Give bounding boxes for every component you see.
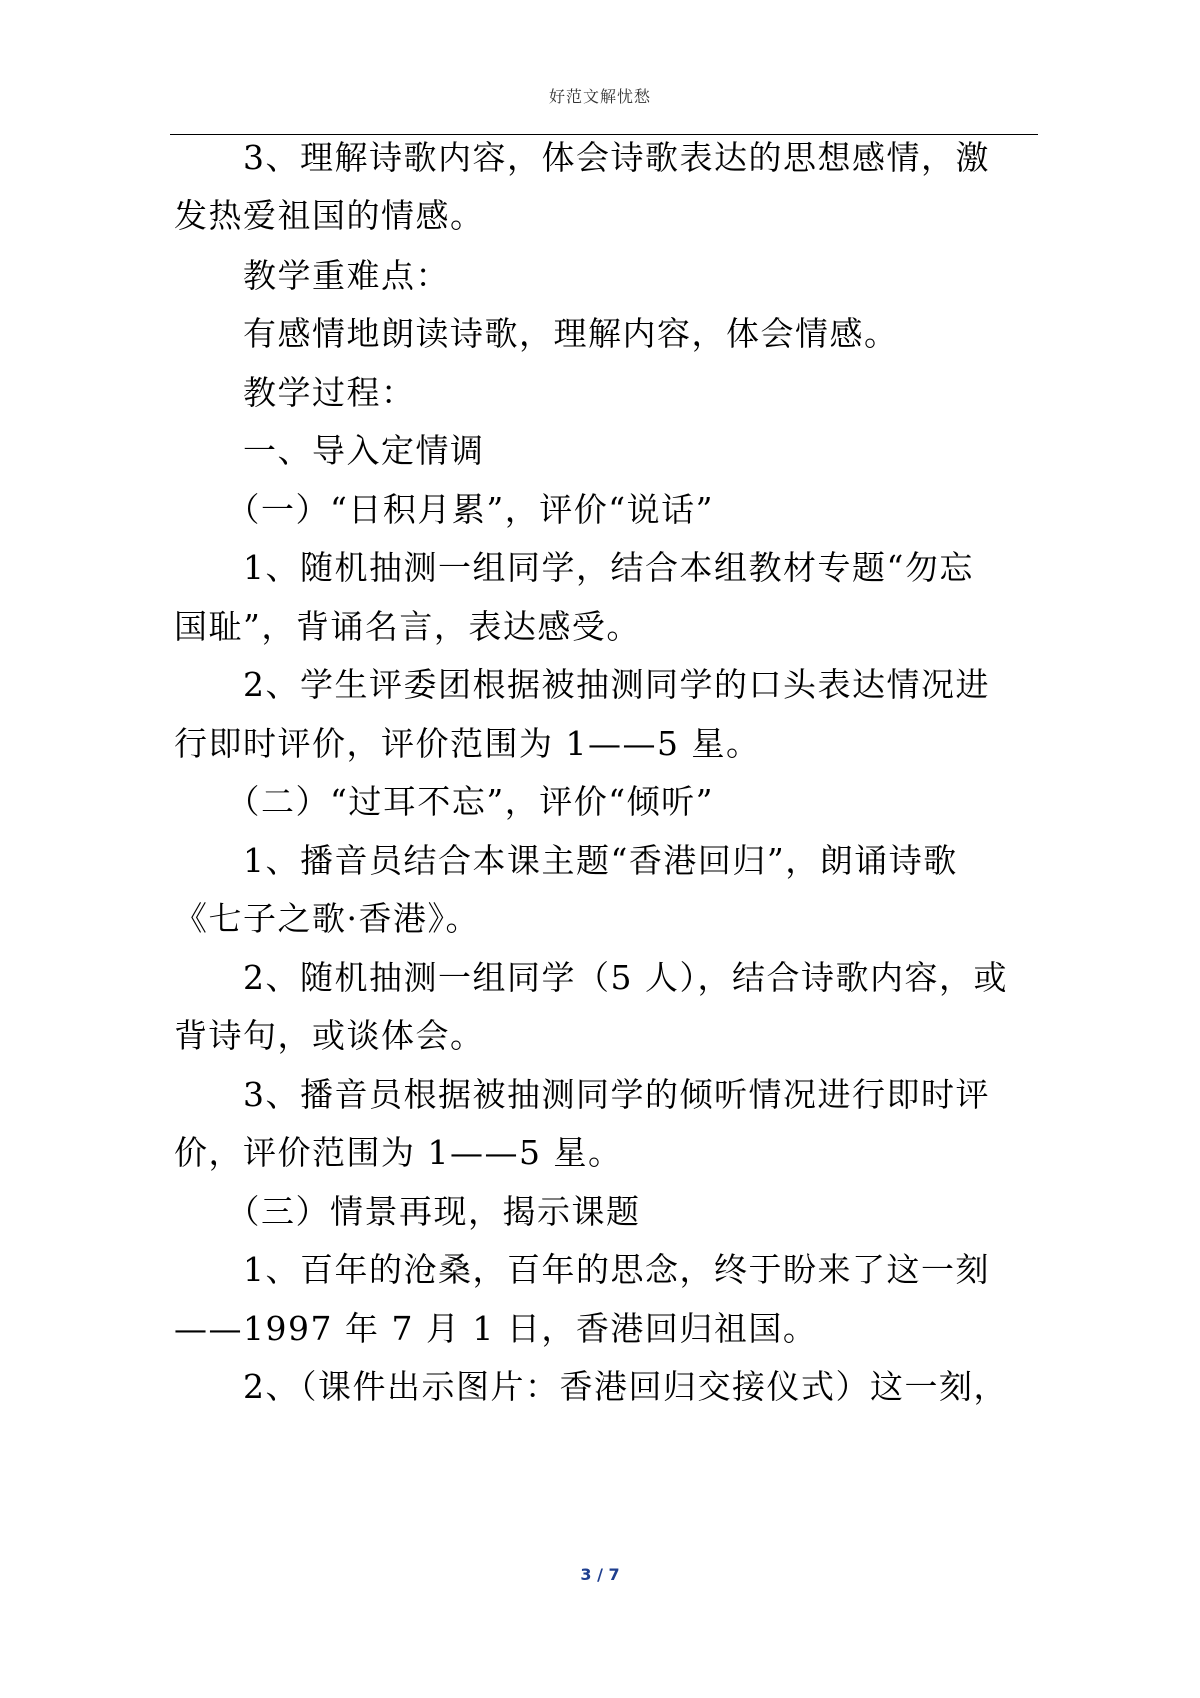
- text-line: 教学过程：: [174, 373, 416, 412]
- text-line: 发热爱祖国的情感。: [174, 196, 485, 235]
- text-line: 1、随机抽测一组同学，结合本组教材专题“勿忘: [174, 548, 974, 587]
- page-header-title: 好范文解忧愁: [548, 87, 651, 106]
- text-line: 国耻”，背诵名言，表达感受。: [174, 607, 641, 646]
- text-line: ——1997 年 7 月 1 日，香港回归祖国。: [174, 1309, 818, 1348]
- text-line: 3、播音员根据被抽测同学的倾听情况进行即时评: [174, 1075, 990, 1114]
- text-line: 2、学生评委团根据被抽测同学的口头表达情况进: [174, 665, 990, 704]
- text-line: 价，评价范围为 1——5 星。: [174, 1133, 623, 1172]
- text-line: 3、理解诗歌内容，体会诗歌表达的思想感情，激: [174, 138, 990, 177]
- text-line: 2、（课件出示图片：香港回归交接仪式）这一刻，: [174, 1367, 1008, 1406]
- text-line: 一、导入定情调: [174, 431, 485, 470]
- text-line: 1、百年的沧桑，百年的思念，终于盼来了这一刻: [174, 1250, 990, 1289]
- page-number: 3 / 7: [580, 1565, 620, 1584]
- text-line: 行即时评价，评价范围为 1——5 星。: [174, 724, 761, 763]
- text-line: （一）“日积月累”，评价“说话”: [174, 490, 714, 529]
- text-line: 教学重难点：: [174, 256, 450, 295]
- text-line: 2、随机抽测一组同学（5 人），结合诗歌内容，或: [174, 958, 1008, 997]
- header-divider: [170, 134, 1038, 135]
- text-line: 《七子之歌·香港》。: [174, 899, 480, 938]
- text-line: 有感情地朗读诗歌，理解内容，体会情感。: [174, 314, 899, 353]
- text-line: 背诗句，或谈体会。: [174, 1016, 485, 1055]
- text-line: （二）“过耳不忘”，评价“倾听”: [174, 782, 714, 821]
- text-line: 1、播音员结合本课主题“香港回归”，朗诵诗歌: [174, 841, 958, 880]
- text-line: （三）情景再现，揭示课题: [174, 1192, 641, 1231]
